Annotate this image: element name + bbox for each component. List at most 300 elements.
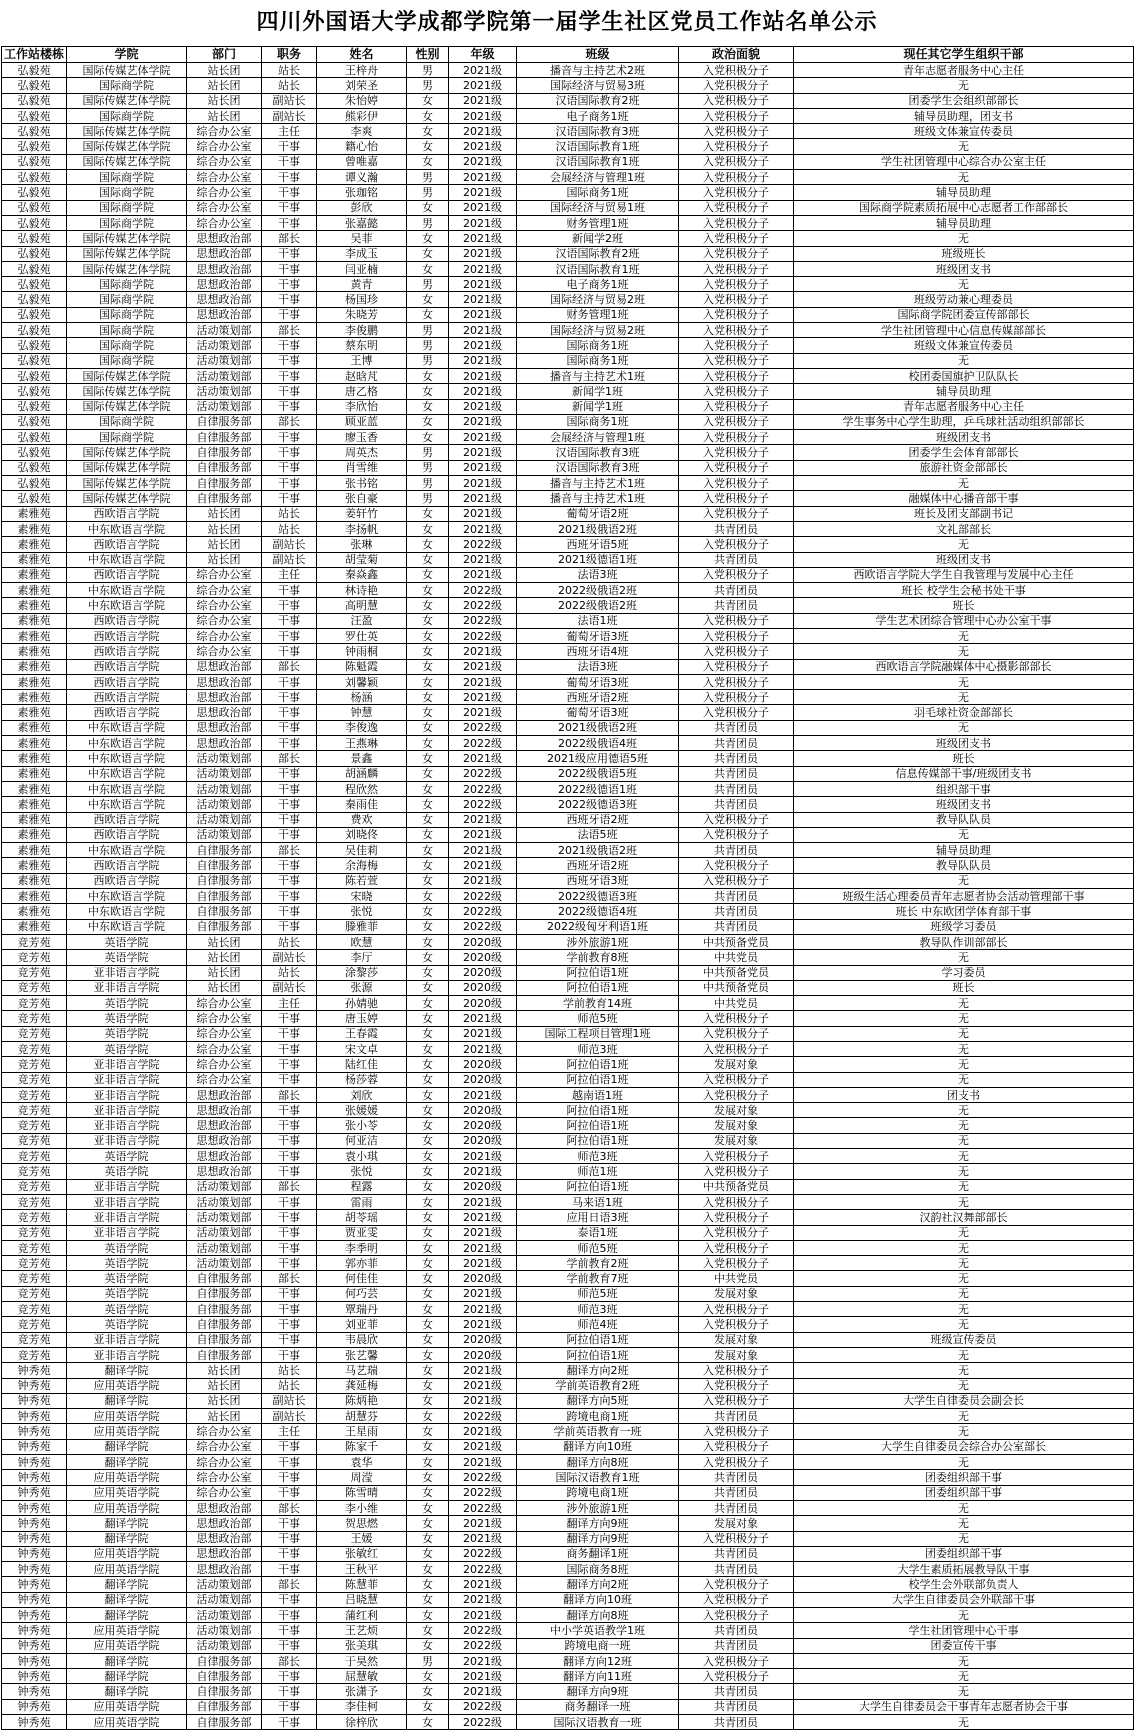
cell-political-status: 入党积极分子 [679, 63, 794, 78]
cell-department: 思想政治部 [187, 246, 262, 261]
cell-department: 综合办公室 [187, 200, 262, 215]
cell-college: 西欧语言学院 [67, 613, 187, 628]
cell-station: 弘毅苑 [2, 139, 67, 154]
cell-gender: 男 [407, 323, 449, 338]
cell-other-roles: 无 [794, 1149, 1134, 1164]
cell-gender: 女 [407, 506, 449, 521]
cell-position: 干事 [262, 720, 317, 735]
cell-station: 素雅苑 [2, 919, 67, 934]
cell-name: 刘晓佟 [317, 827, 407, 842]
cell-grade: 2021级 [449, 246, 517, 261]
table-row [2, 1424, 1134, 1439]
cell-department: 思想政治部 [187, 1149, 262, 1164]
cell-department: 思想政治部 [187, 674, 262, 689]
cell-class: 国际商务1班 [517, 414, 679, 429]
cell-political-status: 入党积极分子 [679, 476, 794, 491]
cell-position: 部长 [262, 231, 317, 246]
cell-position: 部长 [262, 843, 317, 858]
table-row [2, 1225, 1134, 1240]
table-row [2, 628, 1134, 643]
cell-college: 西欧语言学院 [67, 705, 187, 720]
cell-position: 部长 [262, 1653, 317, 1668]
cell-class: 师范3班 [517, 1302, 679, 1317]
cell-station: 弘毅苑 [2, 384, 67, 399]
cell-department: 综合办公室 [187, 1042, 262, 1057]
cell-grade: 2021级 [449, 506, 517, 521]
cell-class: 葡萄牙语3班 [517, 674, 679, 689]
cell-college: 西欧语言学院 [67, 537, 187, 552]
cell-position: 主任 [262, 124, 317, 139]
cell-political-status: 入党积极分子 [679, 705, 794, 720]
cell-other-roles: 无 [794, 1347, 1134, 1362]
cell-department: 综合办公室 [187, 1439, 262, 1454]
table-row [2, 185, 1134, 200]
cell-gender: 女 [407, 1378, 449, 1393]
cell-class: 葡萄牙语3班 [517, 628, 679, 643]
cell-grade: 2021级 [449, 1439, 517, 1454]
cell-station: 竞芳苑 [2, 1210, 67, 1225]
cell-college: 国际传媒艺体学院 [67, 491, 187, 506]
cell-gender: 女 [407, 93, 449, 108]
cell-department: 站长团 [187, 506, 262, 521]
cell-other-roles: 无 [794, 1103, 1134, 1118]
cell-station: 钟秀苑 [2, 1623, 67, 1638]
table-row [2, 1455, 1134, 1470]
cell-station: 弘毅苑 [2, 476, 67, 491]
cell-name: 刘馨颖 [317, 674, 407, 689]
cell-class: 马来语1班 [517, 1194, 679, 1209]
cell-station: 钟秀苑 [2, 1531, 67, 1546]
cell-position: 部长 [262, 659, 317, 674]
cell-station: 素雅苑 [2, 705, 67, 720]
cell-grade: 2022级 [449, 904, 517, 919]
cell-college: 西欧语言学院 [67, 644, 187, 659]
cell-class: 汉语国际教育2班 [517, 246, 679, 261]
cell-position: 干事 [262, 1546, 317, 1561]
cell-gender: 女 [407, 154, 449, 169]
cell-other-roles: 无 [794, 1516, 1134, 1531]
cell-class: 翻译方向9班 [517, 1684, 679, 1699]
cell-station: 素雅苑 [2, 873, 67, 888]
cell-gender: 女 [407, 1715, 449, 1730]
cell-class: 阿拉伯语1班 [517, 1057, 679, 1072]
cell-political-status: 入党积极分子 [679, 1210, 794, 1225]
table-row [2, 889, 1134, 904]
cell-political-status: 入党积极分子 [679, 1653, 794, 1668]
table-row [2, 261, 1134, 276]
cell-political-status: 入党积极分子 [679, 1302, 794, 1317]
cell-class: 师范5班 [517, 1286, 679, 1301]
cell-gender: 女 [407, 827, 449, 842]
cell-name: 熊彩伊 [317, 108, 407, 123]
cell-department: 站长团 [187, 521, 262, 536]
cell-station: 钟秀苑 [2, 1669, 67, 1684]
cell-department: 活动策划部 [187, 781, 262, 796]
cell-grade: 2021级 [449, 108, 517, 123]
cell-position: 干事 [262, 1240, 317, 1255]
cell-position: 部长 [262, 1271, 317, 1286]
cell-station: 竞芳苑 [2, 1179, 67, 1194]
cell-gender: 女 [407, 1531, 449, 1546]
table-row [2, 674, 1134, 689]
cell-position: 站长 [262, 934, 317, 949]
cell-station: 弘毅苑 [2, 399, 67, 414]
cell-other-roles: 大学生素质拓展教导队干事 [794, 1562, 1134, 1577]
cell-college: 英语学院 [67, 1317, 187, 1332]
cell-position: 干事 [262, 797, 317, 812]
cell-name: 袁小琪 [317, 1149, 407, 1164]
cell-name: 李季明 [317, 1240, 407, 1255]
cell-grade: 2020级 [449, 996, 517, 1011]
cell-college: 国际传媒艺体学院 [67, 93, 187, 108]
cell-political-status: 入党积极分子 [679, 1378, 794, 1393]
cell-class: 翻译方向9班 [517, 1516, 679, 1531]
cell-grade: 2022级 [449, 1470, 517, 1485]
cell-department: 思想政治部 [187, 736, 262, 751]
cell-other-roles: 团委学生会体育部部长 [794, 445, 1134, 460]
cell-gender: 女 [407, 1684, 449, 1699]
cell-department: 活动策划部 [187, 399, 262, 414]
cell-gender: 女 [407, 1026, 449, 1041]
cell-station: 素雅苑 [2, 736, 67, 751]
cell-department: 站长团 [187, 1363, 262, 1378]
table-row [2, 1302, 1134, 1317]
roster-table [1, 46, 1134, 1730]
cell-political-status: 共青团员 [679, 1470, 794, 1485]
cell-other-roles: 无 [794, 1011, 1134, 1026]
cell-grade: 2022级 [449, 1638, 517, 1653]
cell-station: 弘毅苑 [2, 215, 67, 230]
cell-political-status: 共青团员 [679, 751, 794, 766]
cell-gender: 女 [407, 108, 449, 123]
table-row [2, 537, 1134, 552]
cell-name: 朱怡婷 [317, 93, 407, 108]
cell-department: 自律服务部 [187, 1317, 262, 1332]
cell-political-status: 入党积极分子 [679, 414, 794, 429]
cell-position: 干事 [262, 307, 317, 322]
cell-position: 副站长 [262, 980, 317, 995]
header-gender: 性别 [407, 47, 449, 63]
cell-position: 站长 [262, 63, 317, 78]
cell-other-roles: 无 [794, 353, 1134, 368]
cell-gender: 女 [407, 384, 449, 399]
cell-grade: 2021级 [449, 552, 517, 567]
cell-college: 国际商学院 [67, 200, 187, 215]
cell-class: 阿拉伯语1班 [517, 1133, 679, 1148]
cell-name: 秦雨佳 [317, 797, 407, 812]
cell-political-status: 入党积极分子 [679, 1669, 794, 1684]
cell-college: 中东欧语言学院 [67, 904, 187, 919]
cell-political-status: 发展对象 [679, 1103, 794, 1118]
cell-other-roles: 无 [794, 1653, 1134, 1668]
cell-position: 干事 [262, 1302, 317, 1317]
cell-department: 站长团 [187, 1393, 262, 1408]
cell-gender: 男 [407, 78, 449, 93]
cell-gender: 女 [407, 674, 449, 689]
cell-political-status: 入党积极分子 [679, 812, 794, 827]
cell-department: 自律服务部 [187, 889, 262, 904]
cell-station: 竞芳苑 [2, 1057, 67, 1072]
table-row [2, 460, 1134, 475]
cell-gender: 女 [407, 1546, 449, 1561]
cell-political-status: 发展对象 [679, 1118, 794, 1133]
table-row [2, 934, 1134, 949]
cell-college: 国际传媒艺体学院 [67, 63, 187, 78]
table-row [2, 491, 1134, 506]
cell-position: 干事 [262, 1317, 317, 1332]
table-row [2, 598, 1134, 613]
table-row [2, 1669, 1134, 1684]
cell-grade: 2021级 [449, 460, 517, 475]
cell-gender: 女 [407, 1470, 449, 1485]
cell-class: 师范3班 [517, 1042, 679, 1057]
cell-grade: 2021级 [449, 1210, 517, 1225]
cell-college: 亚非语言学院 [67, 1225, 187, 1240]
cell-station: 竞芳苑 [2, 1194, 67, 1209]
cell-department: 综合办公室 [187, 139, 262, 154]
table-row [2, 583, 1134, 598]
cell-other-roles: 无 [794, 1026, 1134, 1041]
cell-other-roles: 无 [794, 1164, 1134, 1179]
cell-other-roles: 无 [794, 1225, 1134, 1240]
cell-grade: 2020级 [449, 980, 517, 995]
cell-gender: 女 [407, 567, 449, 582]
cell-position: 干事 [262, 1347, 317, 1362]
cell-name: 李厅 [317, 950, 407, 965]
cell-class: 阿拉伯语1班 [517, 965, 679, 980]
cell-department: 综合办公室 [187, 1057, 262, 1072]
cell-political-status: 入党积极分子 [679, 1194, 794, 1209]
cell-political-status: 入党积极分子 [679, 460, 794, 475]
table-row [2, 384, 1134, 399]
cell-grade: 2021级 [449, 690, 517, 705]
table-row [2, 1562, 1134, 1577]
cell-position: 干事 [262, 1332, 317, 1347]
cell-class: 国际汉语教育一班 [517, 1715, 679, 1730]
cell-gender: 女 [407, 1607, 449, 1622]
cell-position: 干事 [262, 246, 317, 261]
cell-political-status: 共青团员 [679, 736, 794, 751]
cell-position: 站长 [262, 965, 317, 980]
cell-political-status: 入党积极分子 [679, 537, 794, 552]
cell-political-status: 入党积极分子 [679, 506, 794, 521]
cell-grade: 2021级 [449, 399, 517, 414]
cell-department: 综合办公室 [187, 1470, 262, 1485]
cell-position: 干事 [262, 460, 317, 475]
cell-gender: 女 [407, 1409, 449, 1424]
cell-college: 翻译学院 [67, 1592, 187, 1607]
cell-class: 翻译方向8班 [517, 1455, 679, 1470]
cell-position: 干事 [262, 1072, 317, 1087]
cell-station: 竞芳苑 [2, 1164, 67, 1179]
cell-class: 涉外旅游1班 [517, 1500, 679, 1515]
cell-gender: 女 [407, 950, 449, 965]
cell-college: 应用英语学院 [67, 1623, 187, 1638]
cell-name: 彭欣 [317, 200, 407, 215]
cell-class: 汉语国际教育1班 [517, 261, 679, 276]
cell-gender: 男 [407, 338, 449, 353]
cell-department: 思想政治部 [187, 690, 262, 705]
cell-college: 翻译学院 [67, 1669, 187, 1684]
cell-other-roles: 班级文体兼宣传委员 [794, 124, 1134, 139]
cell-department: 活动策划部 [187, 1623, 262, 1638]
cell-other-roles: 无 [794, 827, 1134, 842]
cell-name: 钟慧 [317, 705, 407, 720]
cell-position: 干事 [262, 170, 317, 185]
cell-class: 国际经济与贸易2班 [517, 292, 679, 307]
cell-name: 罗仕英 [317, 628, 407, 643]
cell-gender: 女 [407, 399, 449, 414]
cell-gender: 女 [407, 781, 449, 796]
cell-college: 西欧语言学院 [67, 858, 187, 873]
table-row [2, 1087, 1134, 1102]
cell-class: 国际商务1班 [517, 338, 679, 353]
cell-gender: 男 [407, 491, 449, 506]
cell-gender: 女 [407, 598, 449, 613]
cell-name: 陈魁霞 [317, 659, 407, 674]
cell-gender: 女 [407, 1164, 449, 1179]
cell-grade: 2022级 [449, 1500, 517, 1515]
cell-political-status: 中共党员 [679, 996, 794, 1011]
cell-other-roles: 辅导员助理 [794, 185, 1134, 200]
table-row [2, 980, 1134, 995]
cell-grade: 2021级 [449, 261, 517, 276]
cell-station: 竞芳苑 [2, 934, 67, 949]
cell-position: 干事 [262, 858, 317, 873]
cell-position: 干事 [262, 1715, 317, 1730]
table-row [2, 1240, 1134, 1255]
cell-grade: 2020级 [449, 1103, 517, 1118]
cell-other-roles: 无 [794, 139, 1134, 154]
cell-department: 自律服务部 [187, 919, 262, 934]
cell-department: 综合办公室 [187, 598, 262, 613]
cell-other-roles: 信息传媒部干事/班级团支书 [794, 766, 1134, 781]
cell-name: 高明慧 [317, 598, 407, 613]
cell-department: 站长团 [187, 1378, 262, 1393]
cell-political-status: 共青团员 [679, 1699, 794, 1714]
cell-department: 自律服务部 [187, 1715, 262, 1730]
cell-other-roles: 无 [794, 1072, 1134, 1087]
cell-name: 蔡东明 [317, 338, 407, 353]
cell-department: 思想政治部 [187, 277, 262, 292]
cell-name: 吕晓慧 [317, 1592, 407, 1607]
cell-college: 翻译学院 [67, 1653, 187, 1668]
cell-political-status: 入党积极分子 [679, 1424, 794, 1439]
cell-station: 素雅苑 [2, 628, 67, 643]
cell-political-status: 共青团员 [679, 1485, 794, 1500]
cell-department: 站长团 [187, 63, 262, 78]
cell-department: 自律服务部 [187, 904, 262, 919]
cell-department: 站长团 [187, 93, 262, 108]
table-row [2, 353, 1134, 368]
cell-position: 干事 [262, 1286, 317, 1301]
cell-gender: 女 [407, 659, 449, 674]
cell-gender: 女 [407, 583, 449, 598]
cell-gender: 女 [407, 139, 449, 154]
cell-other-roles: 无 [794, 1256, 1134, 1271]
cell-gender: 女 [407, 1302, 449, 1317]
cell-other-roles: 班级宣传委员 [794, 1332, 1134, 1347]
cell-name: 李俊逸 [317, 720, 407, 735]
cell-department: 站长团 [187, 1409, 262, 1424]
cell-other-roles: 无 [794, 1302, 1134, 1317]
cell-position: 干事 [262, 139, 317, 154]
cell-other-roles: 团委宣传干事 [794, 1638, 1134, 1653]
cell-gender: 女 [407, 261, 449, 276]
cell-department: 综合办公室 [187, 1011, 262, 1026]
cell-other-roles: 西欧语言学院大学生自我管理与发展中心主任 [794, 567, 1134, 582]
cell-gender: 女 [407, 1118, 449, 1133]
cell-station: 素雅苑 [2, 751, 67, 766]
cell-college: 中东欧语言学院 [67, 598, 187, 613]
cell-department: 思想政治部 [187, 1546, 262, 1561]
cell-department: 综合办公室 [187, 644, 262, 659]
cell-college: 亚非语言学院 [67, 1057, 187, 1072]
cell-college: 中东欧语言学院 [67, 766, 187, 781]
cell-college: 英语学院 [67, 1271, 187, 1286]
cell-gender: 男 [407, 215, 449, 230]
cell-college: 英语学院 [67, 1302, 187, 1317]
cell-political-status: 入党积极分子 [679, 353, 794, 368]
cell-station: 钟秀苑 [2, 1439, 67, 1454]
cell-gender: 男 [407, 170, 449, 185]
cell-college: 亚非语言学院 [67, 1087, 187, 1102]
cell-gender: 女 [407, 1011, 449, 1026]
cell-gender: 女 [407, 1638, 449, 1653]
table-row [2, 720, 1134, 735]
cell-gender: 女 [407, 292, 449, 307]
cell-position: 干事 [262, 628, 317, 643]
cell-gender: 女 [407, 307, 449, 322]
cell-college: 应用英语学院 [67, 1699, 187, 1714]
cell-gender: 女 [407, 200, 449, 215]
cell-class: 翻译方向10班 [517, 1439, 679, 1454]
table-row [2, 1653, 1134, 1668]
cell-gender: 女 [407, 889, 449, 904]
cell-gender: 女 [407, 1149, 449, 1164]
cell-name: 王媛 [317, 1531, 407, 1546]
table-row [2, 1577, 1134, 1592]
cell-college: 国际商学院 [67, 277, 187, 292]
cell-class: 2022级俄语5班 [517, 766, 679, 781]
cell-other-roles: 教导队作训部部长 [794, 934, 1134, 949]
cell-position: 部长 [262, 1087, 317, 1102]
cell-political-status: 入党积极分子 [679, 139, 794, 154]
cell-other-roles: 无 [794, 1669, 1134, 1684]
cell-gender: 女 [407, 904, 449, 919]
cell-department: 活动策划部 [187, 1638, 262, 1653]
cell-college: 国际商学院 [67, 108, 187, 123]
cell-station: 弘毅苑 [2, 200, 67, 215]
cell-station: 弘毅苑 [2, 231, 67, 246]
cell-name: 刘欣 [317, 1087, 407, 1102]
cell-station: 钟秀苑 [2, 1562, 67, 1577]
cell-class: 师范3班 [517, 1149, 679, 1164]
cell-gender: 女 [407, 1623, 449, 1638]
table-row [2, 996, 1134, 1011]
cell-grade: 2021级 [449, 1424, 517, 1439]
cell-college: 亚非语言学院 [67, 1210, 187, 1225]
cell-grade: 2021级 [449, 1653, 517, 1668]
cell-other-roles: 无 [794, 1240, 1134, 1255]
table-row [2, 1638, 1134, 1653]
cell-class: 商务翻译一班 [517, 1699, 679, 1714]
cell-other-roles: 团委组织部干事 [794, 1546, 1134, 1561]
cell-gender: 女 [407, 1103, 449, 1118]
cell-gender: 女 [407, 1179, 449, 1194]
cell-station: 弘毅苑 [2, 185, 67, 200]
table-row [2, 63, 1134, 78]
